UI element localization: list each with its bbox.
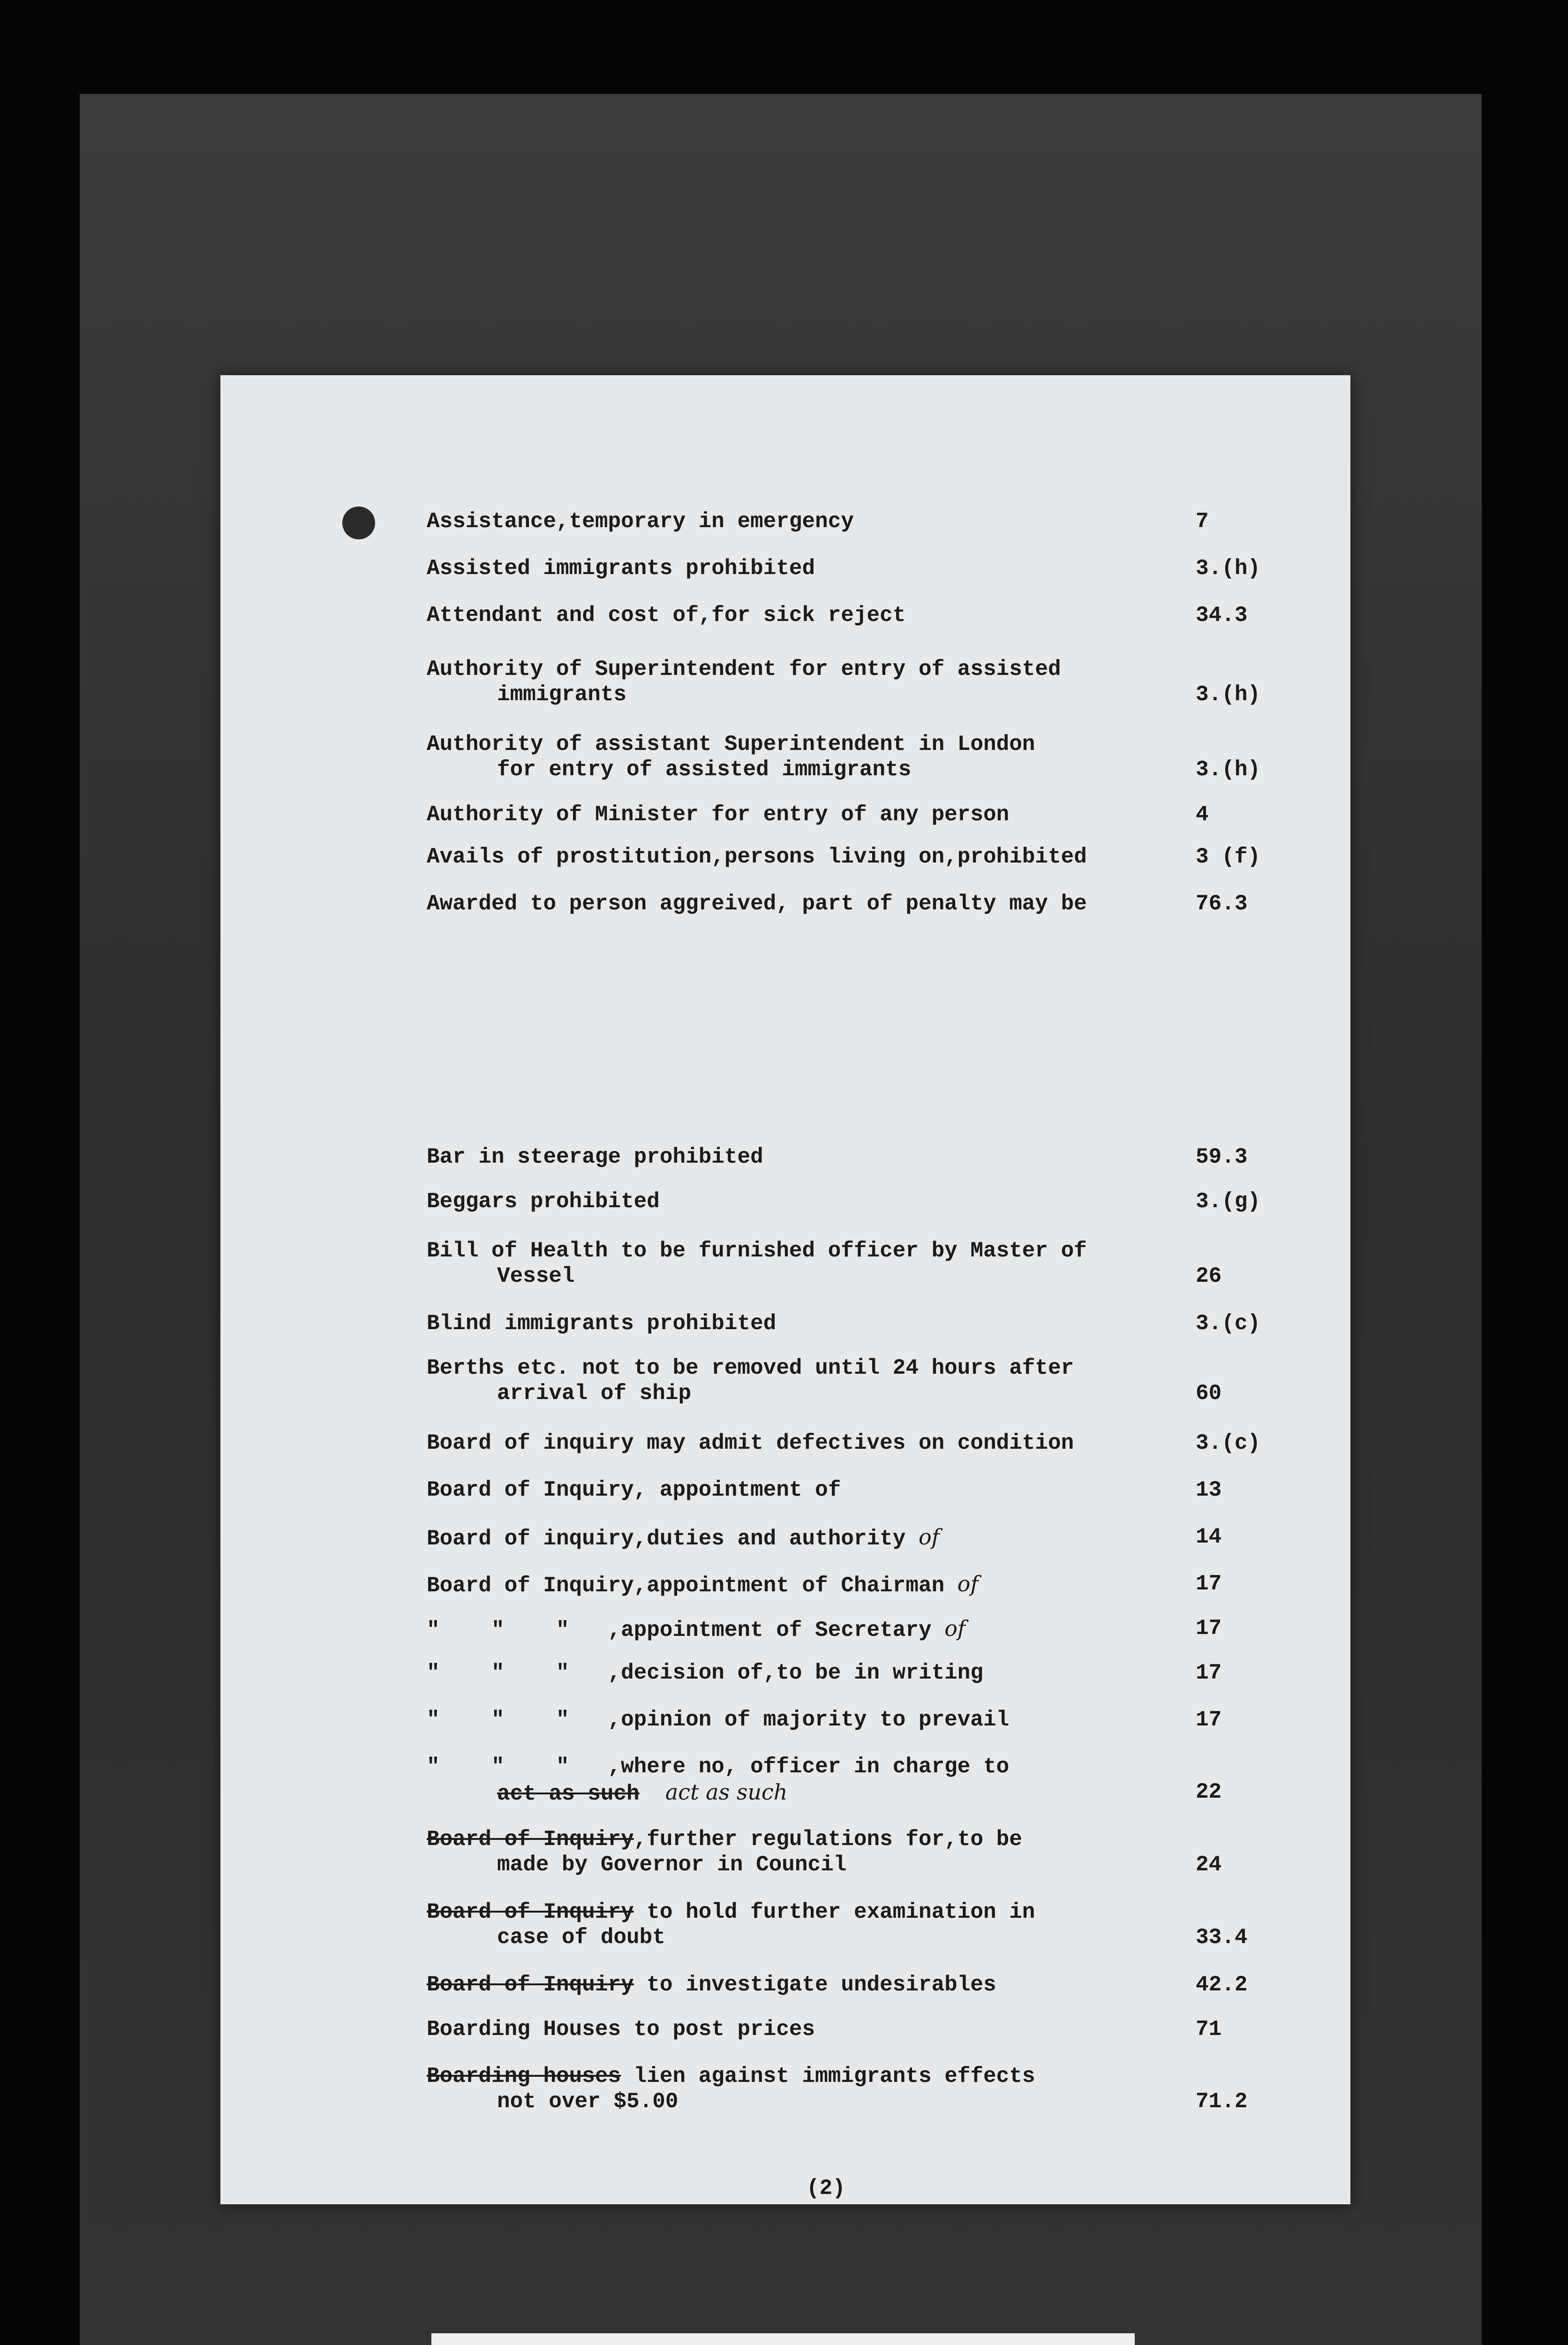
index-entry: Beggars prohibited: [427, 1189, 660, 1214]
document-page: [220, 375, 1350, 2204]
section-reference: 33.4: [1196, 1925, 1248, 1950]
index-entry: Board of inquiry,duties and authority of: [427, 1524, 940, 1551]
section-reference: 14: [1196, 1525, 1222, 1549]
section-reference: 17: [1196, 1708, 1222, 1732]
page-number: (2): [807, 2176, 845, 2201]
index-entry: Boarding houses lien against immigrants effects not over $5.00: [427, 2064, 1035, 2114]
section-reference: 22: [1196, 1780, 1222, 1804]
index-entry: Board of Inquiry,further regulations for,to be made by Governor in Council: [427, 1827, 1022, 1877]
section-reference: 3 (f): [1196, 845, 1261, 869]
index-entry: Awarded to person aggreived, part of penalty may be: [427, 892, 1087, 916]
section-reference: 4: [1196, 802, 1209, 827]
handwritten-note: of: [918, 1524, 940, 1550]
index-entry: Attendant and cost of,for sick reject: [427, 603, 906, 628]
index-entry: Assistance,temporary in emergency: [427, 509, 854, 534]
section-reference: 7: [1196, 509, 1209, 534]
section-reference: 3.(h): [1196, 682, 1261, 707]
handwritten-note: of: [957, 1571, 979, 1596]
index-entry: Board of Inquiry to hold further examination in case of doubt: [427, 1900, 1035, 1950]
handwritten-note: of: [944, 1616, 965, 1641]
index-entry: Authority of Superintendent for entry of assisted immigrants: [427, 657, 1061, 707]
section-reference: 17: [1196, 1572, 1222, 1596]
section-reference: 3.(g): [1196, 1189, 1261, 1214]
section-reference: 24: [1196, 1853, 1222, 1877]
index-entry: Bill of Health to be furnished officer by Master of Vessel: [427, 1239, 1087, 1288]
punch-hole: [342, 507, 375, 539]
section-reference: 3.(c): [1196, 1311, 1261, 1336]
index-entry: Boarding Houses to post prices: [427, 2017, 815, 2042]
section-reference: 17: [1196, 1661, 1222, 1685]
section-reference: 13: [1196, 1478, 1222, 1502]
index-entry: " " " ,opinion of majority to prevail: [427, 1708, 1010, 1732]
index-entry: " " " ,appointment of Secretary of: [427, 1616, 965, 1642]
section-reference: 3.(h): [1196, 757, 1261, 782]
index-entry: Authority of assistant Superintendent in London for entry of assisted immigrants: [427, 732, 1035, 782]
index-entry: Board of Inquiry to investigate undesirables: [427, 1973, 996, 1997]
archive-reference-label: [431, 2333, 1135, 2345]
index-entry: " " " ,decision of,to be in writing: [427, 1661, 983, 1685]
handwritten-note: act as such: [665, 1779, 788, 1805]
section-reference: 34.3: [1196, 603, 1248, 628]
section-reference: 60: [1196, 1381, 1222, 1406]
index-entry: Board of Inquiry,appointment of Chairman of: [427, 1571, 979, 1598]
section-reference: 76.3: [1196, 892, 1248, 916]
section-reference: 71.2: [1196, 2089, 1248, 2114]
index-entry: " " " ,where no, officer in charge to act as such act as such: [427, 1755, 1010, 1806]
section-reference: 71: [1196, 2017, 1222, 2042]
index-entry: Board of Inquiry, appointment of: [427, 1478, 841, 1502]
index-entry: Assisted immigrants prohibited: [427, 556, 815, 581]
index-entry: Berths etc. not to be removed until 24 hours after arrival of ship: [427, 1356, 1074, 1406]
index-entry: Avails of prostitution,persons living on,prohibited: [427, 845, 1087, 869]
section-reference: 42.2: [1196, 1973, 1248, 1997]
index-entry: Board of inquiry may admit defectives on condition: [427, 1431, 1074, 1455]
index-entry: Blind immigrants prohibited: [427, 1311, 776, 1336]
section-reference: 26: [1196, 1264, 1222, 1288]
section-reference: 3.(c): [1196, 1431, 1261, 1455]
section-reference: 17: [1196, 1616, 1222, 1641]
section-reference: 3.(h): [1196, 556, 1261, 581]
index-entry: Bar in steerage prohibited: [427, 1145, 763, 1169]
section-reference: 59.3: [1196, 1145, 1248, 1169]
index-entry: Authority of Minister for entry of any person: [427, 802, 1010, 827]
